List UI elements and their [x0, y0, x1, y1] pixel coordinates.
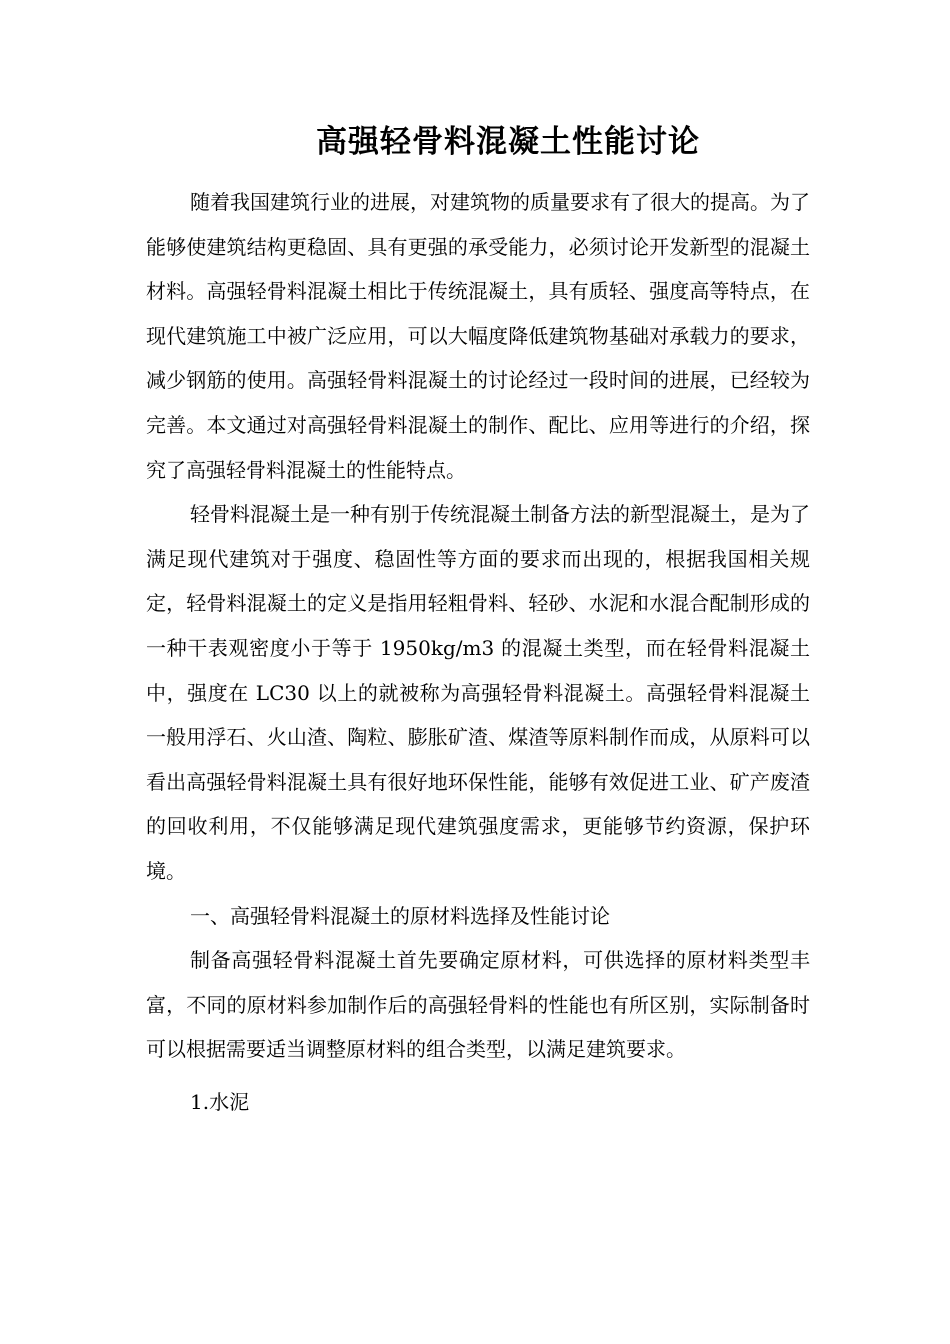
- section-heading: 一、高强轻骨料混凝土的原材料选择及性能讨论: [190, 903, 610, 928]
- subsection-heading-cement: 1.水泥: [190, 1089, 250, 1114]
- document-body: [146, 180, 810, 1124]
- paragraph-definition: 轻骨料混凝土是一种有别于传统混凝土制备方法的新型混凝土，是为了满足现代建筑对于强度、稳固性等方面的要求而出现的，根据我国相关规定，轻骨料混凝土的定义是指用轻粗骨料、轻砂、水泥和水混合配制形成的一种干表观密度小于等于 1950kg/m3 的混凝土类型，而在轻骨料混凝土中，强度在 LC30 以上的就被称为高强轻骨料混凝土。高强轻骨料混凝土一般用浮石、火山渣、陶粒、膨胀矿渣、煤渣等原料制作而成，从原料可以看出高强轻骨料混凝土具有很好地环保性能，能够有效促进工业、矿产废渣的回收利用，不仅能够满足现代建筑强度需求，更能够节约资源，保护环境。: [146, 502, 810, 883]
- document-title: 高强轻骨料混凝土性能讨论: [316, 124, 700, 160]
- paragraph-intro: 随着我国建筑行业的进展，对建筑物的质量要求有了很大的提高。为了能够使建筑结构更稳固、具有更强的承受能力，必须讨论开发新型的混凝土材料。高强轻骨料混凝土相比于传统混凝土，具有质轻、强度高等特点，在现代建筑施工中被广泛应用，可以大幅度降低建筑物基础对承载力的要求，减少钢筋的使用。高强轻骨料混凝土的讨论经过一段时间的进展，已经较为完善。本文通过对高强轻骨料混凝土的制作、配比、应用等进行的介绍，探究了高强轻骨料混凝土的性能特点。: [146, 190, 810, 482]
- paragraph-materials: 制备高强轻骨料混凝土首先要确定原材料，可供选择的原材料类型丰富，不同的原材料参加制作后的高强轻骨料的性能也有所区别，实际制备时可以根据需要适当调整原材料的组合类型，以满足建筑要求。: [146, 948, 810, 1062]
